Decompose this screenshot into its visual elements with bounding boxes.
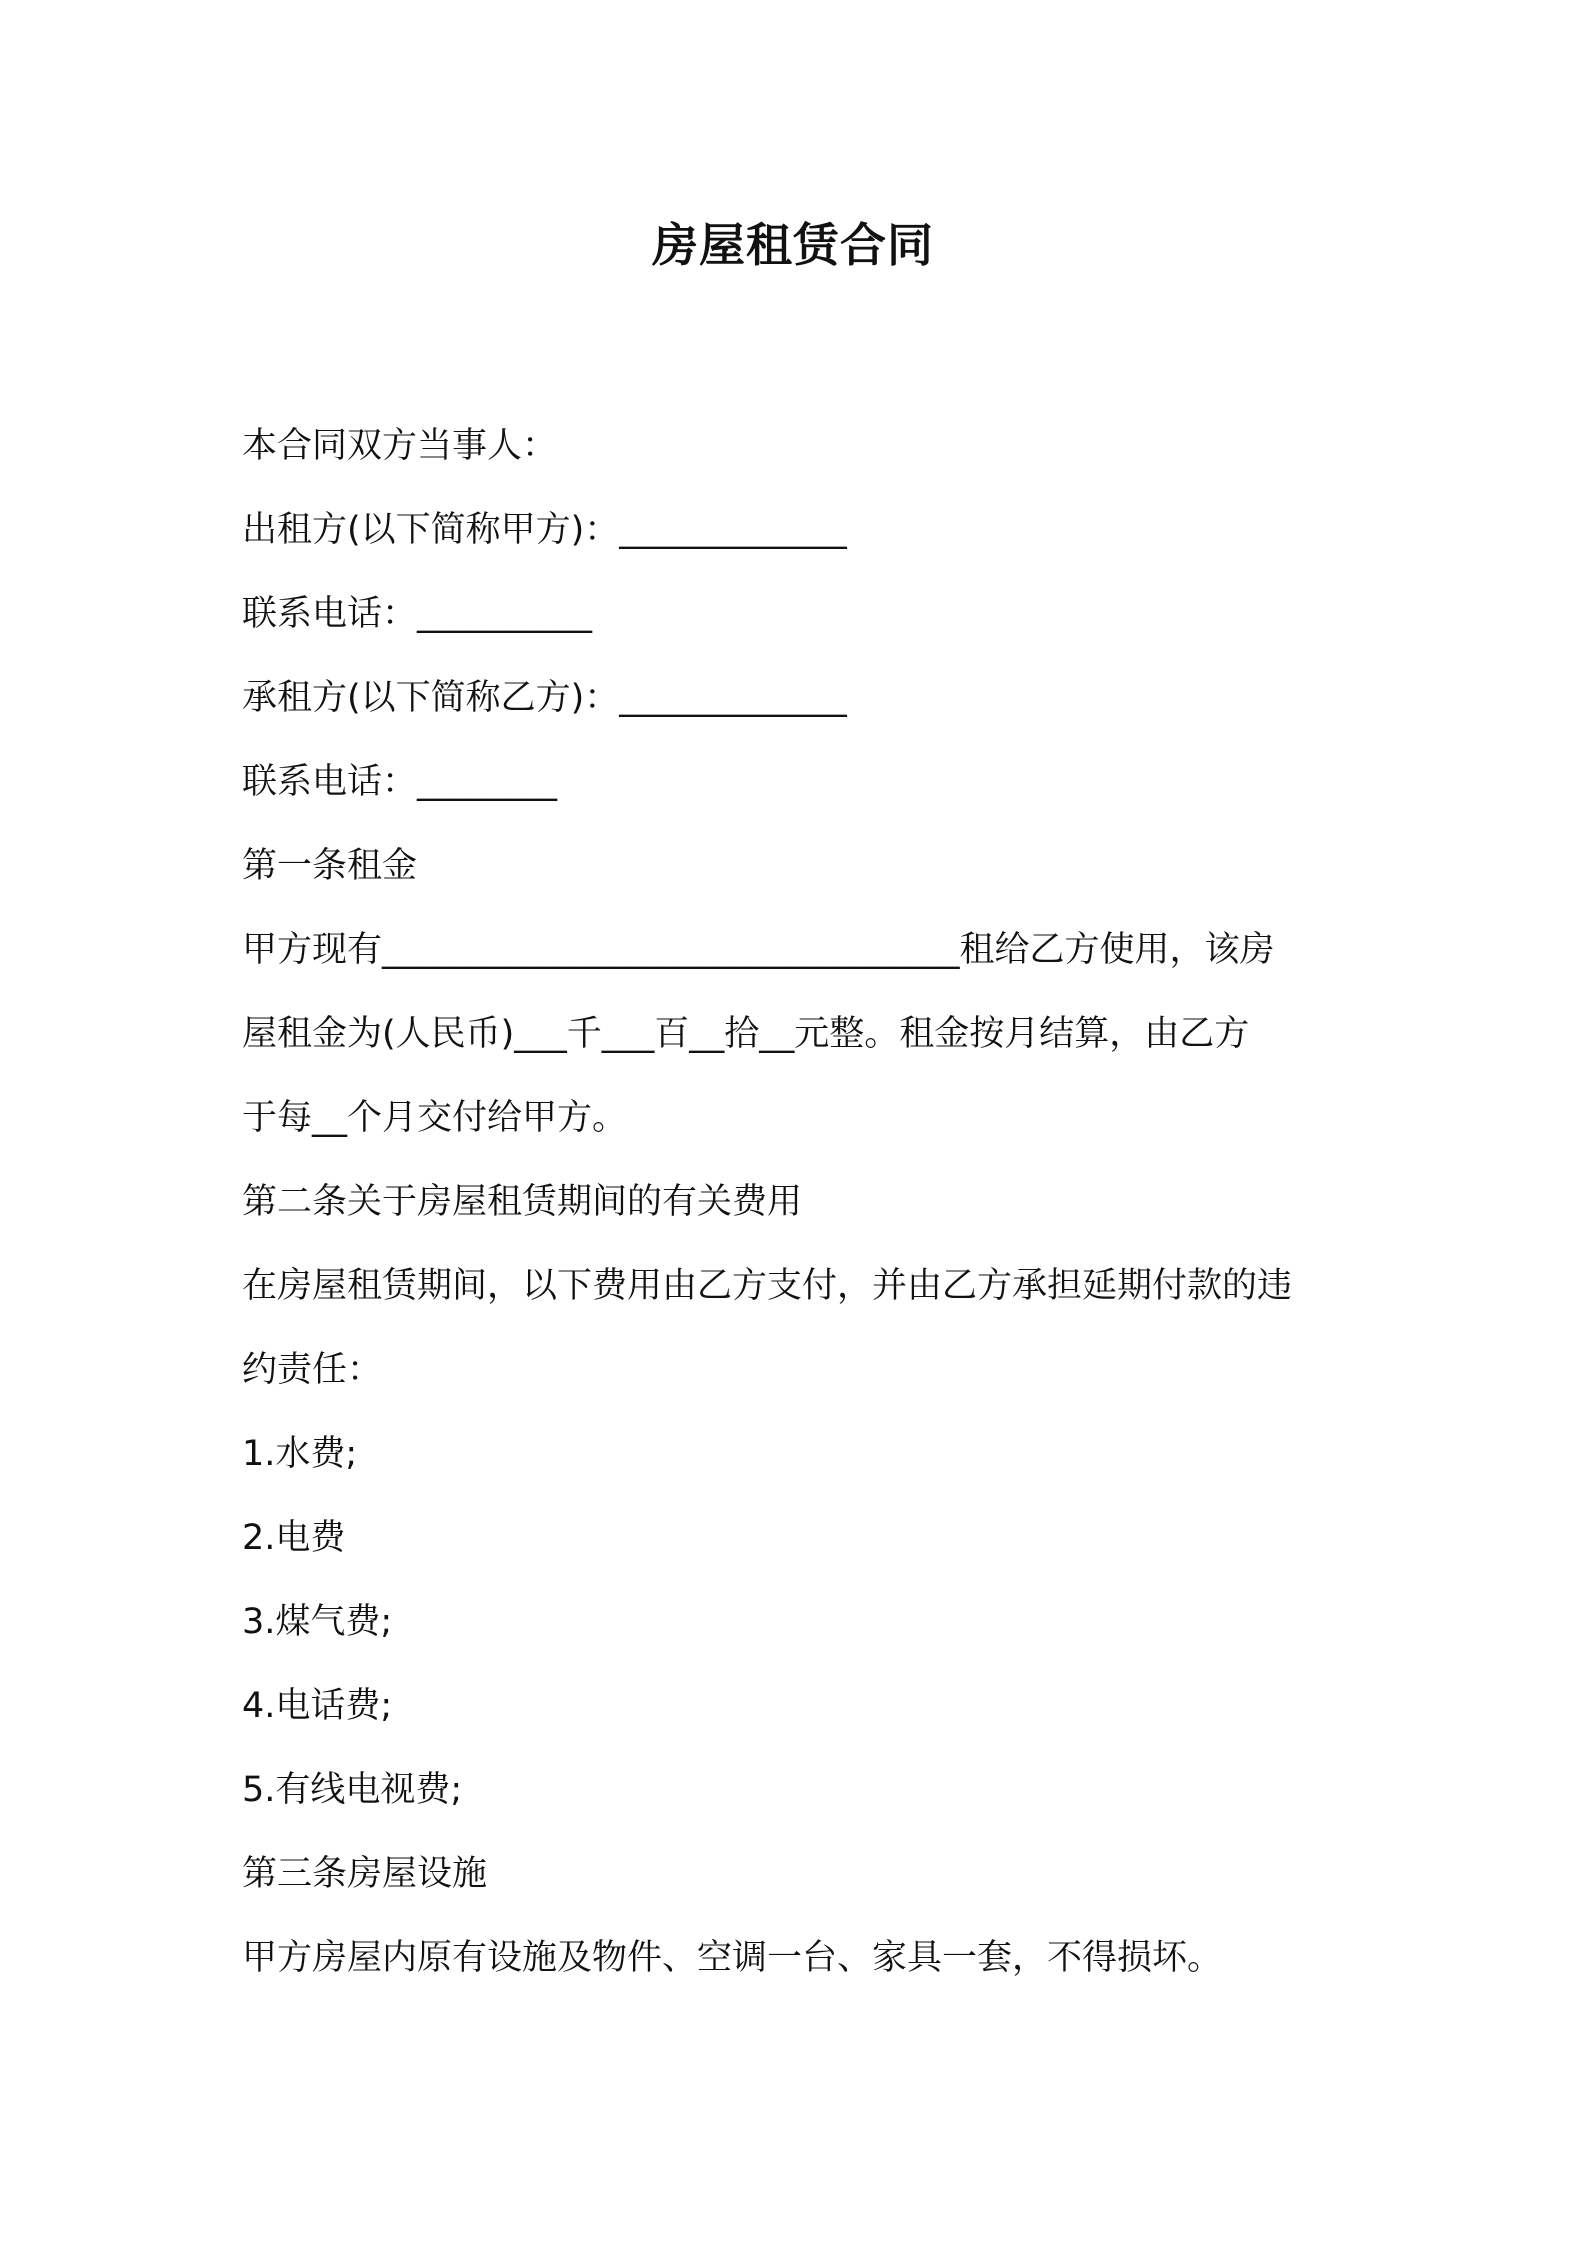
lessor-line: 出租方(以下简称甲方)：_____________ bbox=[242, 510, 847, 550]
article-3-text-line: 甲方房屋内原有设施及物件、空调一台、家具一套，不得损坏。 bbox=[242, 1938, 1223, 1978]
article-2-text-line: 在房屋租赁期间，以下费用由乙方支付，并由乙方承担延期付款的违 bbox=[242, 1266, 1293, 1306]
list-item-gas-fee: 3.煤气费; bbox=[242, 1602, 393, 1642]
list-item-electricity-fee: 2.电费 bbox=[242, 1518, 346, 1558]
parties-intro-line: 本合同双方当事人： bbox=[242, 426, 558, 466]
article-2-heading: 第二条关于房屋租赁期间的有关费用 bbox=[242, 1182, 803, 1222]
article-1-text-line: 屋租金为(人民币)___千___百__拾__元整。租金按月结算，由乙方 bbox=[242, 1014, 1250, 1054]
article-1-heading: 第一条租金 bbox=[242, 846, 418, 886]
lessor-phone-line: 联系电话：__________ bbox=[242, 594, 593, 634]
article-2-text-line: 约责任： bbox=[242, 1350, 383, 1390]
list-item-phone-fee: 4.电话费; bbox=[242, 1686, 393, 1726]
document-body bbox=[242, 404, 1362, 2000]
lessee-line: 承租方(以下简称乙方)：_____________ bbox=[242, 678, 847, 718]
article-1-text-line: 甲方现有_________________________________租给乙方使用，该房 bbox=[242, 930, 1275, 970]
document-title: 房屋租赁合同 bbox=[652, 218, 934, 272]
list-item-cable-tv-fee: 5.有线电视费; bbox=[242, 1770, 463, 1810]
article-1-text-line: 于每__个月交付给甲方。 bbox=[242, 1098, 628, 1138]
article-3-heading: 第三条房屋设施 bbox=[242, 1854, 488, 1894]
list-item-water-fee: 1.水费; bbox=[242, 1434, 358, 1474]
lessee-phone-line: 联系电话：________ bbox=[242, 762, 558, 802]
